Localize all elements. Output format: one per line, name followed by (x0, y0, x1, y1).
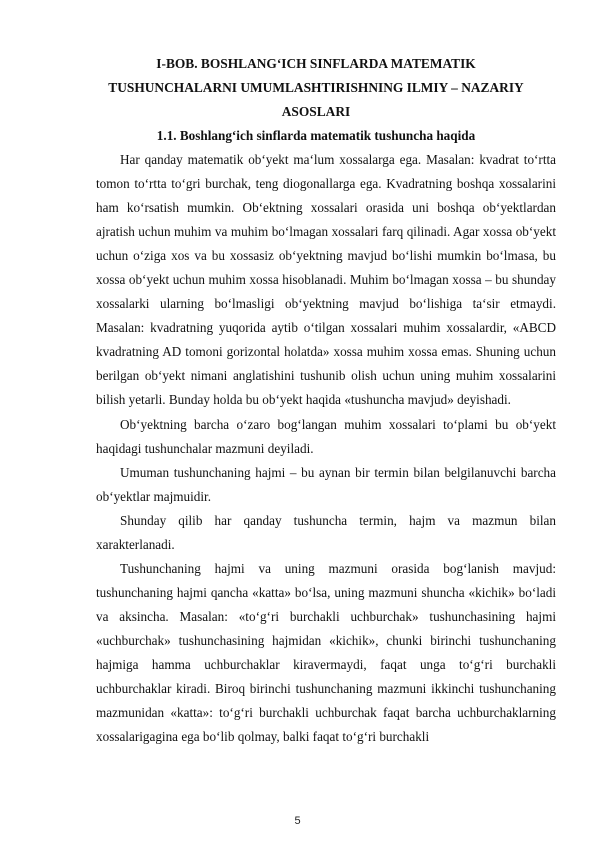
section-title: 1.1. Boshlang‘ich sinflarda matematik tushuncha haqida (156, 128, 476, 143)
paragraph: Obʻyektning barcha oʻzaro bogʻlangan muhim xossalari toʻplami bu obʻyekt haqidagi tushunchalar mazmuni deyiladi. (96, 416, 556, 456)
chapter-title (96, 52, 536, 124)
paragraph: Shunday qilib har qanday tushuncha termin, hajm va mazmun bilan xarakterlanadi. (96, 512, 556, 552)
chapter-title-line: ASOSLARI (281, 104, 351, 119)
chapter-title-line: I-BOB. BOSHLANG‘ICH SINFLARDA MATEMATIK (156, 56, 476, 71)
paragraph: Tushunchaning hajmi va uning mazmuni orasida bogʻlanish mavjud: tushunchaning hajmi qancha «katta» boʻlsa, uning mazmuni shuncha «kichik» boʻladi va aksincha. Masalan: «toʻgʻri burchakli uchburchak» tushunchasining hajmi «uchburchak» tushunchasining hajmidan «kichik», chunki birinchi tushunchaning hajmiga hamma uchburchaklar kiravermaydi, faqat unga toʻgʻri burchakli uchburchaklar kiradi. Biroq birinchi tushunchaning mazmuni ikkinchi tushunchaning mazmunidan «katta»: toʻgʻri burchakli uchburchak faqat barcha uchburchaklarning xossalarigagina ega boʻlib qolmay, balki faqat toʻgʻri burchakli (96, 560, 556, 745)
paragraph: Umuman tushunchaning hajmi – bu aynan bir termin bilan belgilanuvchi barcha obʻyektlar majmuidir. (96, 464, 556, 504)
page-number: 5 (294, 815, 301, 827)
chapter-title-line: TUSHUNCHALARNI UMUMLASHTIRISHNING ILMIY – NAZARIY (108, 80, 524, 95)
body-text (96, 148, 556, 749)
paragraph: Har qanday matematik obʻyekt maʻlum xossalarga ega. Masalan: kvadrat toʻrtta tomon toʻrtta toʻgri burchak, teng diogonallarga ega. Kvadratning boshqa xossalarini ham koʻrsatish mumkin. Obʻektning xossalari orasida uni boshqa obʻyektlardan ajratish uchun muhim va muhim boʻlmagan xossalari farq qilinadi. Agar xossa obʻyekt uchun oʻziga xos va bu xossasiz obʻyektning mavjud boʻlishi mumkin boʻlmasa, bu xossa obʻyekt uchun muhim xossa hisoblanadi. Muhim boʻlmagan xossa – bu shunday xossalarki ularning boʻlmasligi obʻyektning mavjud boʻlishiga taʻsir etmaydi. Masalan: kvadratning yuqorida aytib oʻtilgan xossalari muhim xossalardir, «ABCD kvadratning AD tomoni gorizontal holatda» xossa muhim xossa emas. Shuning uchun berilgan obʻyekt nimani anglatishini tushunib olish uchun uning muhim xossalarini bilish yetarli. Bunday holda bu obʻyekt haqida «tushuncha mavjud» deyishadi. (96, 152, 556, 408)
